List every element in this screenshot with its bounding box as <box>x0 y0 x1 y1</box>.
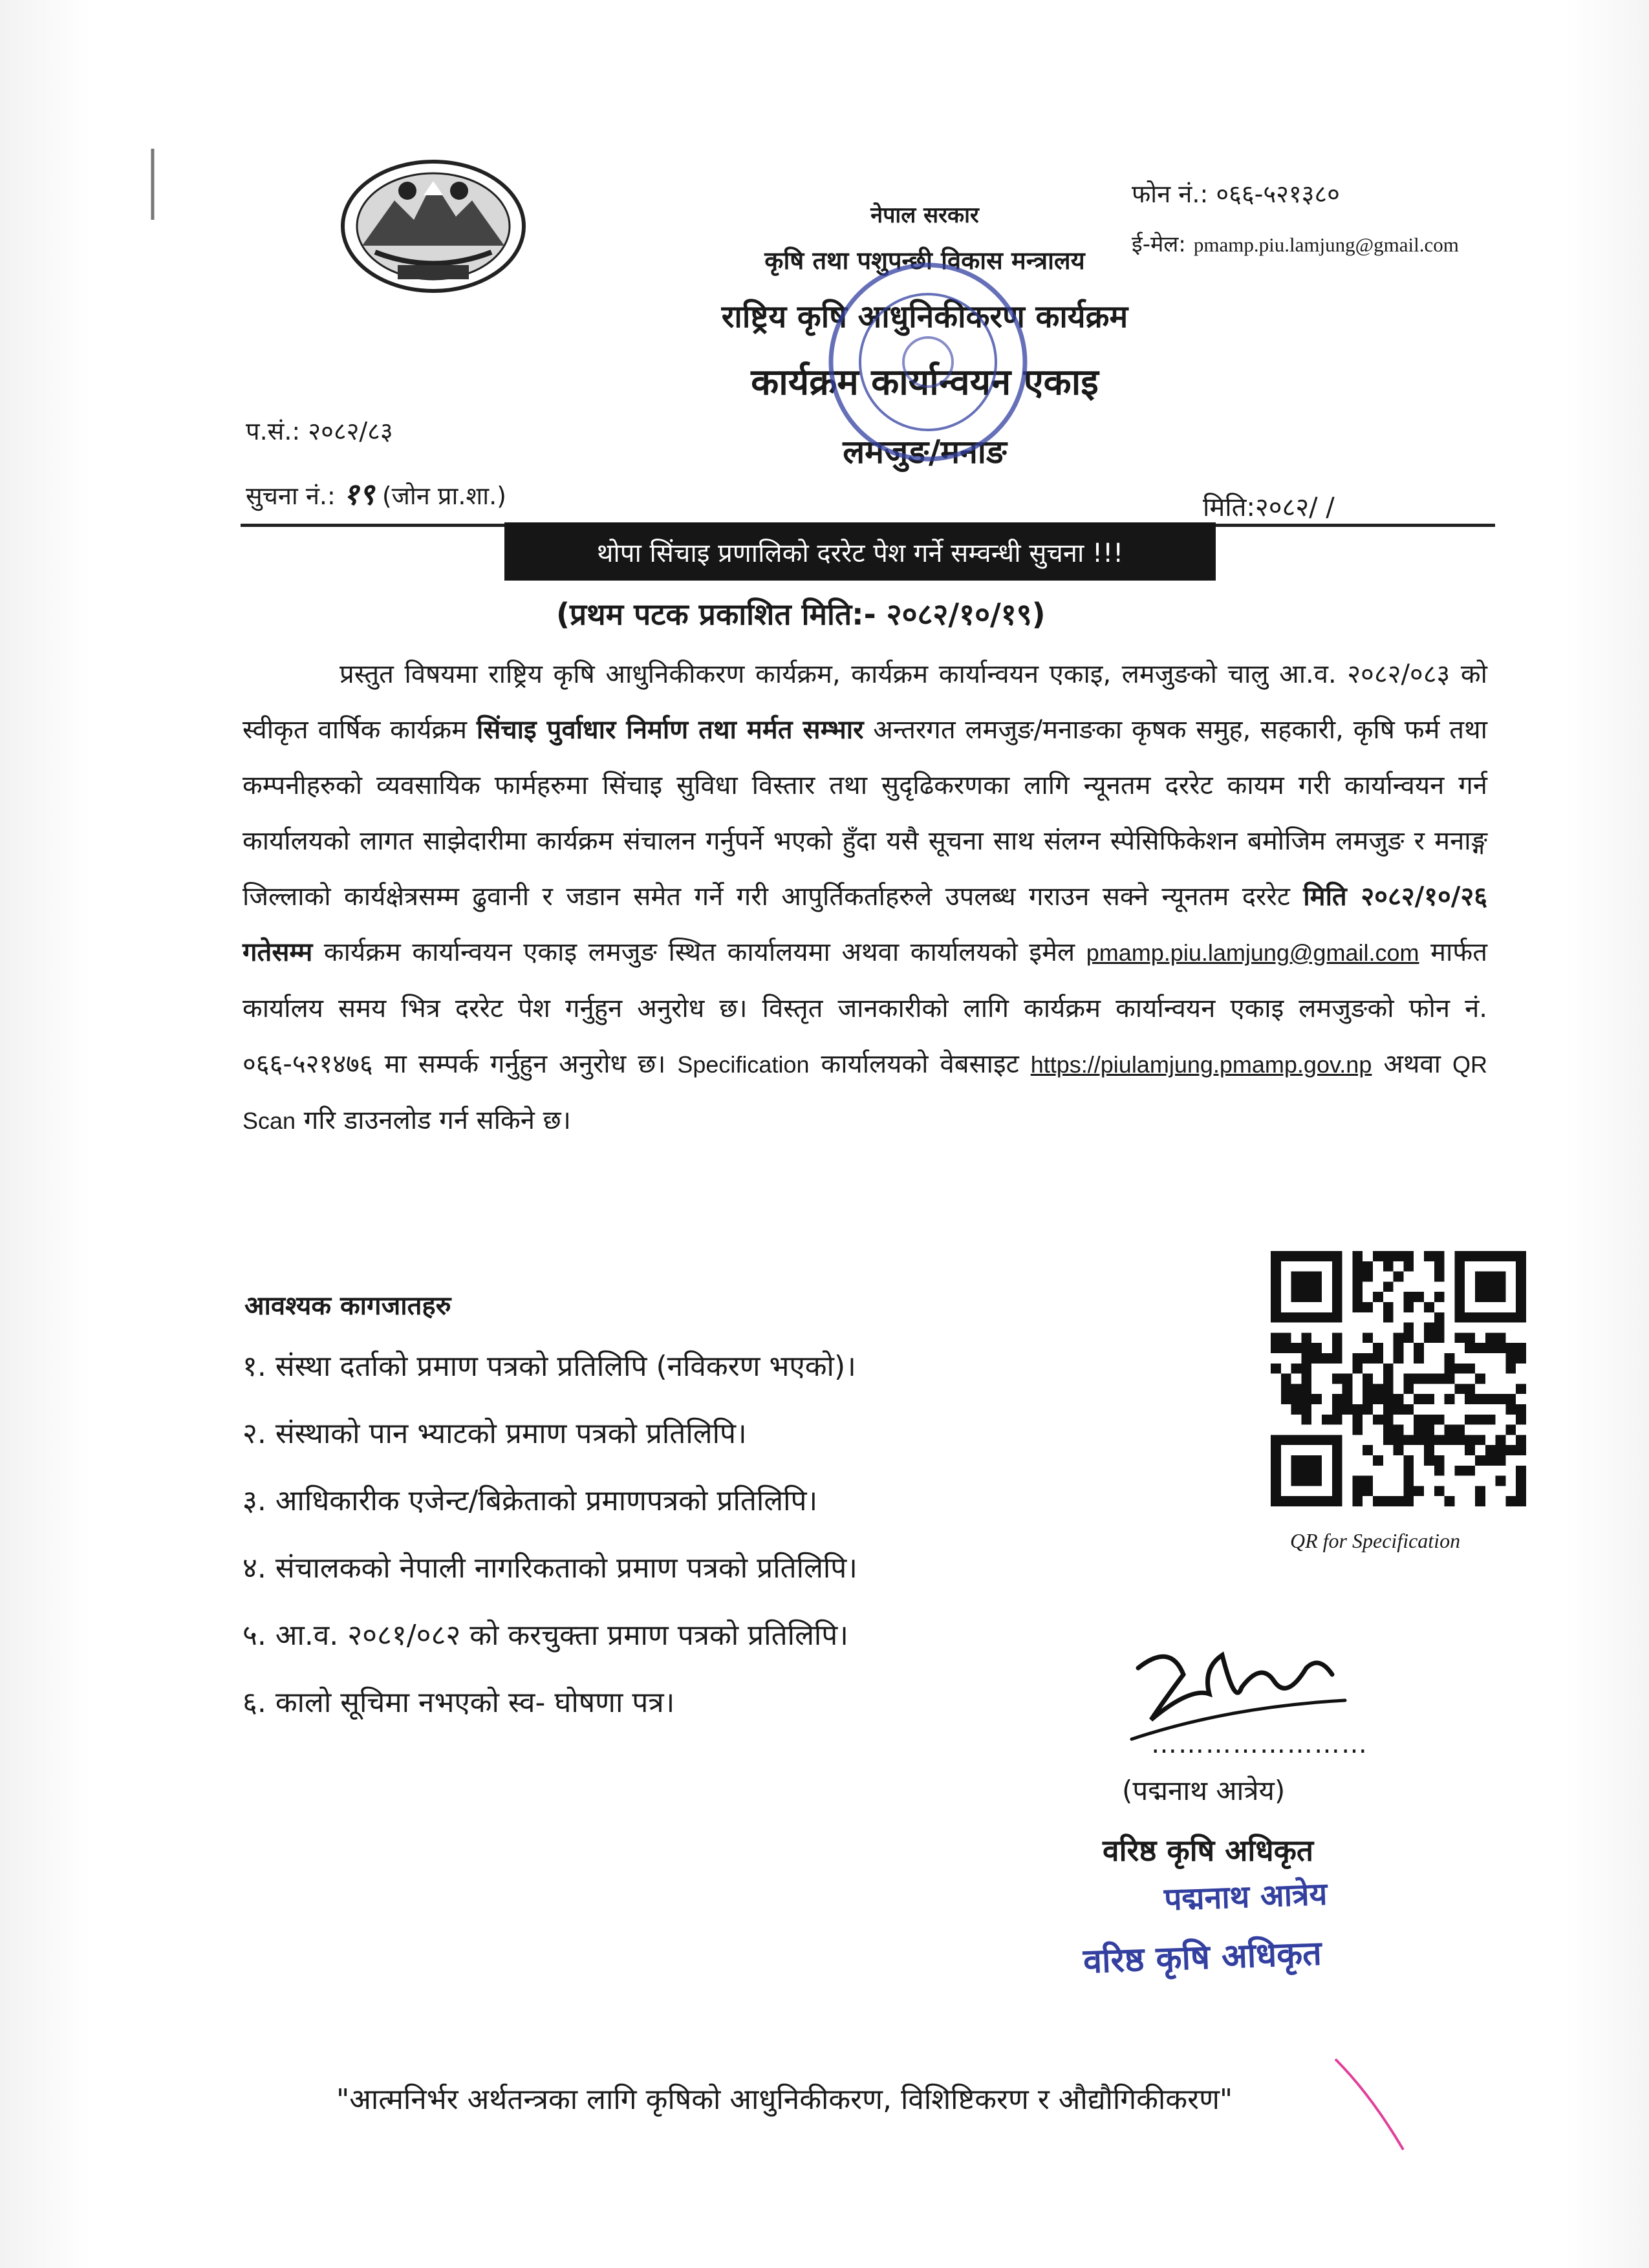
contact-block <box>1132 169 1459 270</box>
gov-line-5: लमजुङ/मनाङ <box>843 433 1007 471</box>
gov-line-3: राष्ट्रिय कृषि आधुनिकीकरण कार्यक्रम <box>721 299 1128 335</box>
gov-line-2: कृषि तथा पशुपन्छी विकास मन्त्रालय <box>764 246 1085 275</box>
gov-line-1: नेपाल सरकार <box>870 202 979 228</box>
list-item: ३. आधिकारीक एजेन्ट/बिक्रेताको प्रमाणपत्रको प्रतिलिपि। <box>242 1484 818 1517</box>
website-link[interactable]: https://piulamjung.pmamp.gov.np <box>1030 1051 1372 1078</box>
list-item: २. संस्थाको पान भ्याटको प्रमाण पत्रको प्रतिलिपि। <box>242 1417 747 1450</box>
notice-label: सुचना नं.: <box>246 482 336 510</box>
subject-banner: थोपा सिंचाइ प्रणालिको दररेट पेश गर्ने सम्वन्धी सुचना !!! <box>504 522 1216 581</box>
qr-code-icon[interactable] <box>1271 1251 1526 1506</box>
body-text-3: कार्यक्रम कार्यान्वयन एकाइ लमजुङ स्थित कार्यालयमा अथवा कार्यालयको इमेल <box>323 937 1075 967</box>
email-address: pmamp.piu.lamjung@gmail.com <box>1193 233 1459 256</box>
notice-number-line <box>246 473 506 513</box>
reference-number: प.सं.: २०८२/८३ <box>246 417 393 445</box>
body-text-2: अन्तरगत लमजुङ/मनाङका कृषक समुह, सहकारी, कृषि फर्म तथा कम्पनीहरुको व्यवसायिक फार्महरुमा सिंचाइ सुविधा विस्तार तथा सुदृढिकरणका लागि न्यूनतम दररेट कायम गरी कार्यान्वयन गर्न कार्यालयको लागत साझेदारीमा कार्यक्रम संचालन गर्नुपर्ने भएको हुँदा यसै सूचना साथ संलग्न स्पेसिफिकेशन बमोजिम लमजुङ र मनाङ्ग जिल्लाको कार्यक्षेत्रसम्म ढुवानी र जडान समेत गर्ने गरी आपुर्तिकर्ताहरुले उपलब्ध गराउन सक्ने न्यूनतम दररेट <box>242 715 1487 912</box>
email-line <box>1132 219 1459 270</box>
body-text-5: कार्यालयको वेबसाइट <box>821 1049 1019 1079</box>
date-field: मिति:२०८२/ / <box>1203 493 1335 522</box>
signatory-title: वरिष्ठ कृषि अधिकृत <box>1103 1833 1314 1868</box>
documents-heading: आवश्यक कागजातहरु <box>244 1291 451 1321</box>
body-text-4: मार्फत कार्यालय समय भित्र दररेट पेश गर्नुहुन अनुरोध छ। विस्तृत जानकारीको लागि कार्यक्रम कार्यान्वयन एकाइ लमजुङको फोन नं. ०६६-५२१४७६ मा सम्पर्क गर्नुहुन अनुरोध छ। <box>242 937 1488 1079</box>
notice-number: १९ <box>343 478 374 511</box>
office-seal-icon <box>821 255 1035 469</box>
stamp-name: पद्मनाथ आत्रेय <box>1163 1876 1328 1918</box>
body-text-1: प्रस्तुत विषयमा राष्ट्रिय कृषि आधुनिकीकरण कार्यक्रम, कार्यक्रम कार्यान्वयन एकाइ, लमजुङको चालु आ.व. २०८२/०८३ को स्वीकृत वार्षिक कार्यक्रम <box>242 659 1487 745</box>
list-item: ४. संचालकको नेपाली नागरिकताको प्रमाण पत्रको प्रतिलिपि। <box>242 1552 857 1585</box>
email-link[interactable]: pmamp.piu.lamjung@gmail.com <box>1086 939 1419 966</box>
body-bold-1: सिंचाइ पुर्वाधार निर्माण तथा मर्मत सम्भार <box>476 715 864 745</box>
phone-number: फोन नं.: ०६६-५२१३८० <box>1132 180 1340 208</box>
footer-slogan: "आत्मनिर्भर अर्थतन्त्रका लागि कृषिको आधुनिकीकरण, विशिष्टिकरण र औद्यौगिकीकरण" <box>336 2083 1233 2116</box>
body-latin-1: Specification <box>677 1051 810 1078</box>
email-label: ई-मेल: <box>1132 231 1186 257</box>
list-item: ६. कालो सूचिमा नभएको स्व- घोषणा पत्र। <box>242 1686 675 1719</box>
signature-line: …………………… <box>1151 1729 1368 1759</box>
list-item: ५. आ.व. २०८१/०८२ को करचुक्ता प्रमाण पत्रको प्रतिलिपि। <box>242 1619 848 1652</box>
documents-list <box>242 1333 857 1737</box>
body-bold-2: मिति २०८२/१०/२६ गतेसम्म <box>242 882 1487 967</box>
list-item: १. संस्था दर्ताको प्रमाण पत्रको प्रतिलिपि (नविकरण भएको)। <box>242 1350 856 1383</box>
pink-pen-mark <box>1332 2056 1410 2153</box>
body-text-6: अथवा <box>1383 1049 1441 1079</box>
notice-body <box>242 647 1487 1149</box>
signatory-name: (पद्मनाथ आत्रेय) <box>1122 1775 1286 1806</box>
government-emblem-icon <box>336 155 530 297</box>
first-published-date: (प्रथम पटक प्रकाशित मिति:- २०८२/१०/१९) <box>556 597 1046 632</box>
qr-caption: QR for Specification <box>1290 1529 1461 1552</box>
margin-mark <box>149 149 156 220</box>
notice-suffix: (जोन प्रा.शा.) <box>382 482 507 510</box>
gov-line-4: कार्यक्रम कार्यान्वयन एकाइ <box>751 361 1099 403</box>
body-latin-2: QR Scan <box>242 1051 1488 1134</box>
body-text-7: गरि डाउनलोड गर्न सकिने छ। <box>303 1106 571 1135</box>
stamp-title: वरिष्ठ कृषि अधिकृत <box>1083 1934 1322 1982</box>
